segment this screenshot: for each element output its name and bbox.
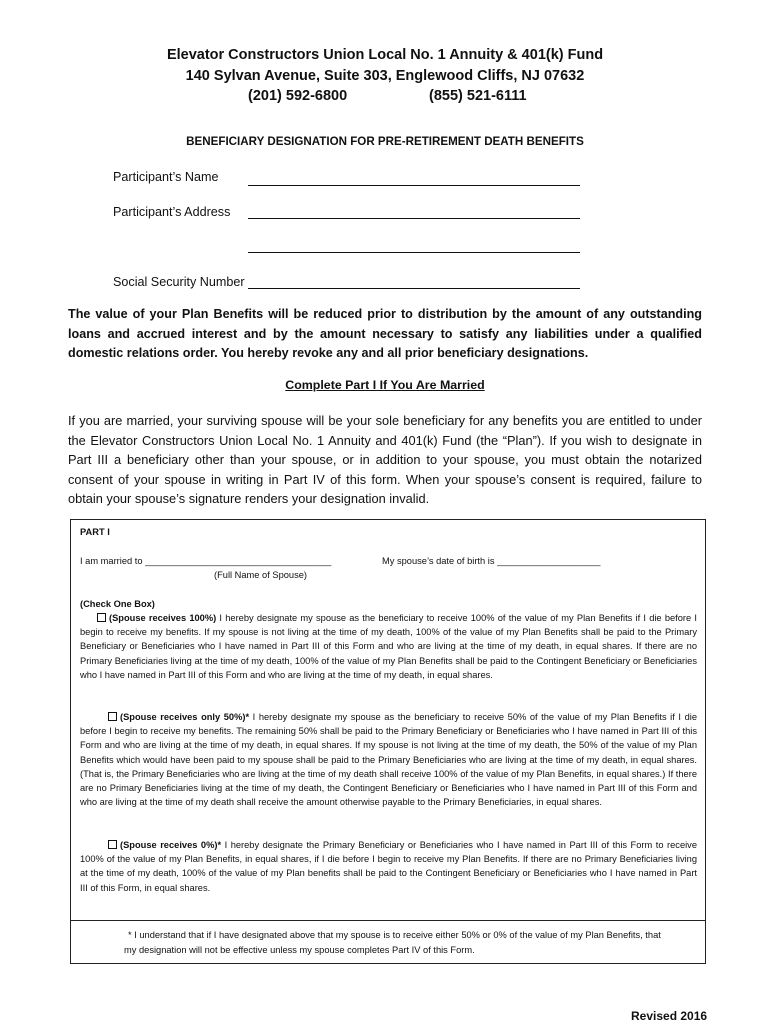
option-50-text: I hereby designate my spouse as the beneficiary to receive 50% of the value of my Plan Benefits if I die before I begin to receive my benefits. The remaining 50% shall be paid to the Primary Beneficiary or Beneficiaries who I have named in Part III of this Form and who are living at the time of my death, in equal shares. If my spouse is not living at the time of my death, the 50% of the value of my Plan Benefits which would have been paid to my spouse shall be paid to the Primary Beneficiaries who are living at the time of my death, in equal shares. (That is, the Primary Beneficiaries who are living at the time of my death shall receive 100% of the value of my Plan Benefits, in equal shares.) If there are no Primary Beneficiaries living at the time of my death, the Contingent Beneficiary or Beneficiaries who I have named in Part III of this Form and who are living at the time of my death shall receive the amount otherwise payable to the Primary Beneficiaries, in equal shares. (80, 712, 697, 808)
checkbox-spouse-50[interactable] (108, 712, 117, 721)
option-spouse-100 (80, 611, 697, 682)
option-spouse-50 (80, 710, 697, 809)
married-to-field[interactable]: I am married to ____________________________________ (80, 556, 332, 566)
married-paragraph: If you are married, your surviving spouse will be your sole beneficiary for any benefits you are entitled to under the Elevator Constructors Union Local No. 1 Annuity and 401(k) Fund (the “Plan”). If you wish to designate in Part III a beneficiary other than your spouse, or in addition to your spouse, you must obtain the notarized consent of your spouse in writing in Part IV of this form. When your spouse’s consent is required, failure to obtain your spouse’s signature renders your designation invalid. (68, 413, 702, 506)
option-0-text: I hereby designate the Primary Beneficiary or Beneficiaries who I have named in Part III of this Form to receive 100% of the value of my Plan Benefits, in equal shares, if I die before I begin to receive my Plan Benefits. If there are no Primary Beneficiaries living at the time of my death, 100% of the value of my Plan benefits shall be paid to the Contingent Beneficiary or Beneficiaries who I have named in Part III of this Form, in equal shares. (80, 840, 697, 893)
part1-heading: PART I (80, 527, 110, 537)
option-spouse-0 (80, 838, 697, 895)
revised-date: Revised 2016 (631, 1009, 708, 1023)
spouse-consent-footnote: * I understand that if I have designated above that my spouse is to receive either 50% or 0% of the value of my Plan Benefits, that my designation will not be effective unless my spouse completes Part IV of this Form. (124, 930, 661, 955)
page-title: BENEFICIARY DESIGNATION FOR PRE-RETIREMENT DEATH BENEFITS (186, 135, 584, 148)
checkbox-spouse-100[interactable] (97, 613, 106, 622)
phone-local: (201) 592-6800 (248, 88, 348, 104)
option-100-text: I hereby designate my spouse as the beneficiary to receive 100% of the value of my Plan Benefits if I die before I begin to receive my benefits. If my spouse is not living at the time of my death, 100% of the value of my Plan Benefits shall be paid to the Primary Beneficiary or Beneficiaries who I have named in Part III of this Form and who are living at the time of my death, in equal shares. If there are no Primary Beneficiaries living at the time of my death, 100% of the value of my Plan Benefits shall be paid to the Contingent Beneficiary or Beneficiaries who I have named in Part III of this Form and who are living at the time of my death, in equal shares. (80, 613, 697, 680)
participant-name-label: Participant’s Name (113, 170, 219, 184)
phone-tollfree: (855) 521-6111 (429, 88, 527, 104)
option-100-title: (Spouse receives 100%) (109, 613, 217, 623)
participant-address-label: Participant’s Address (113, 205, 231, 219)
footnote-divider (70, 920, 706, 921)
fund-address: 140 Sylvan Avenue, Suite 303, Englewood Cliffs, NJ 07632 (185, 68, 585, 84)
ssn-field[interactable] (248, 288, 580, 289)
participant-name-field[interactable] (248, 185, 580, 186)
option-50-title: (Spouse receives only 50%)* (120, 712, 250, 722)
spouse-dob-field[interactable]: My spouse’s date of birth is ____________________ (382, 556, 601, 566)
full-name-caption: (Full Name of Spouse) (214, 570, 308, 580)
participant-address-field[interactable] (248, 218, 580, 219)
checkbox-spouse-0[interactable] (108, 840, 117, 849)
participant-address-field-line2[interactable] (248, 252, 580, 253)
married-heading: Complete Part I If You Are Married (285, 378, 485, 392)
check-one-label: (Check One Box) (80, 599, 155, 609)
option-0-title: (Spouse receives 0%)* (120, 840, 222, 850)
ssn-label: Social Security Number (113, 275, 245, 289)
loan-notice: The value of your Plan Benefits will be reduced prior to distribution by the amount of any outstanding loans and accrued interest and by the amount necessary to satisfy any liabilities under a qualified domestic relations order. You hereby revoke any and all prior beneficiary designations. (68, 307, 702, 360)
fund-name: Elevator Constructors Union Local No. 1 Annuity & 401(k) Fund (166, 47, 604, 63)
